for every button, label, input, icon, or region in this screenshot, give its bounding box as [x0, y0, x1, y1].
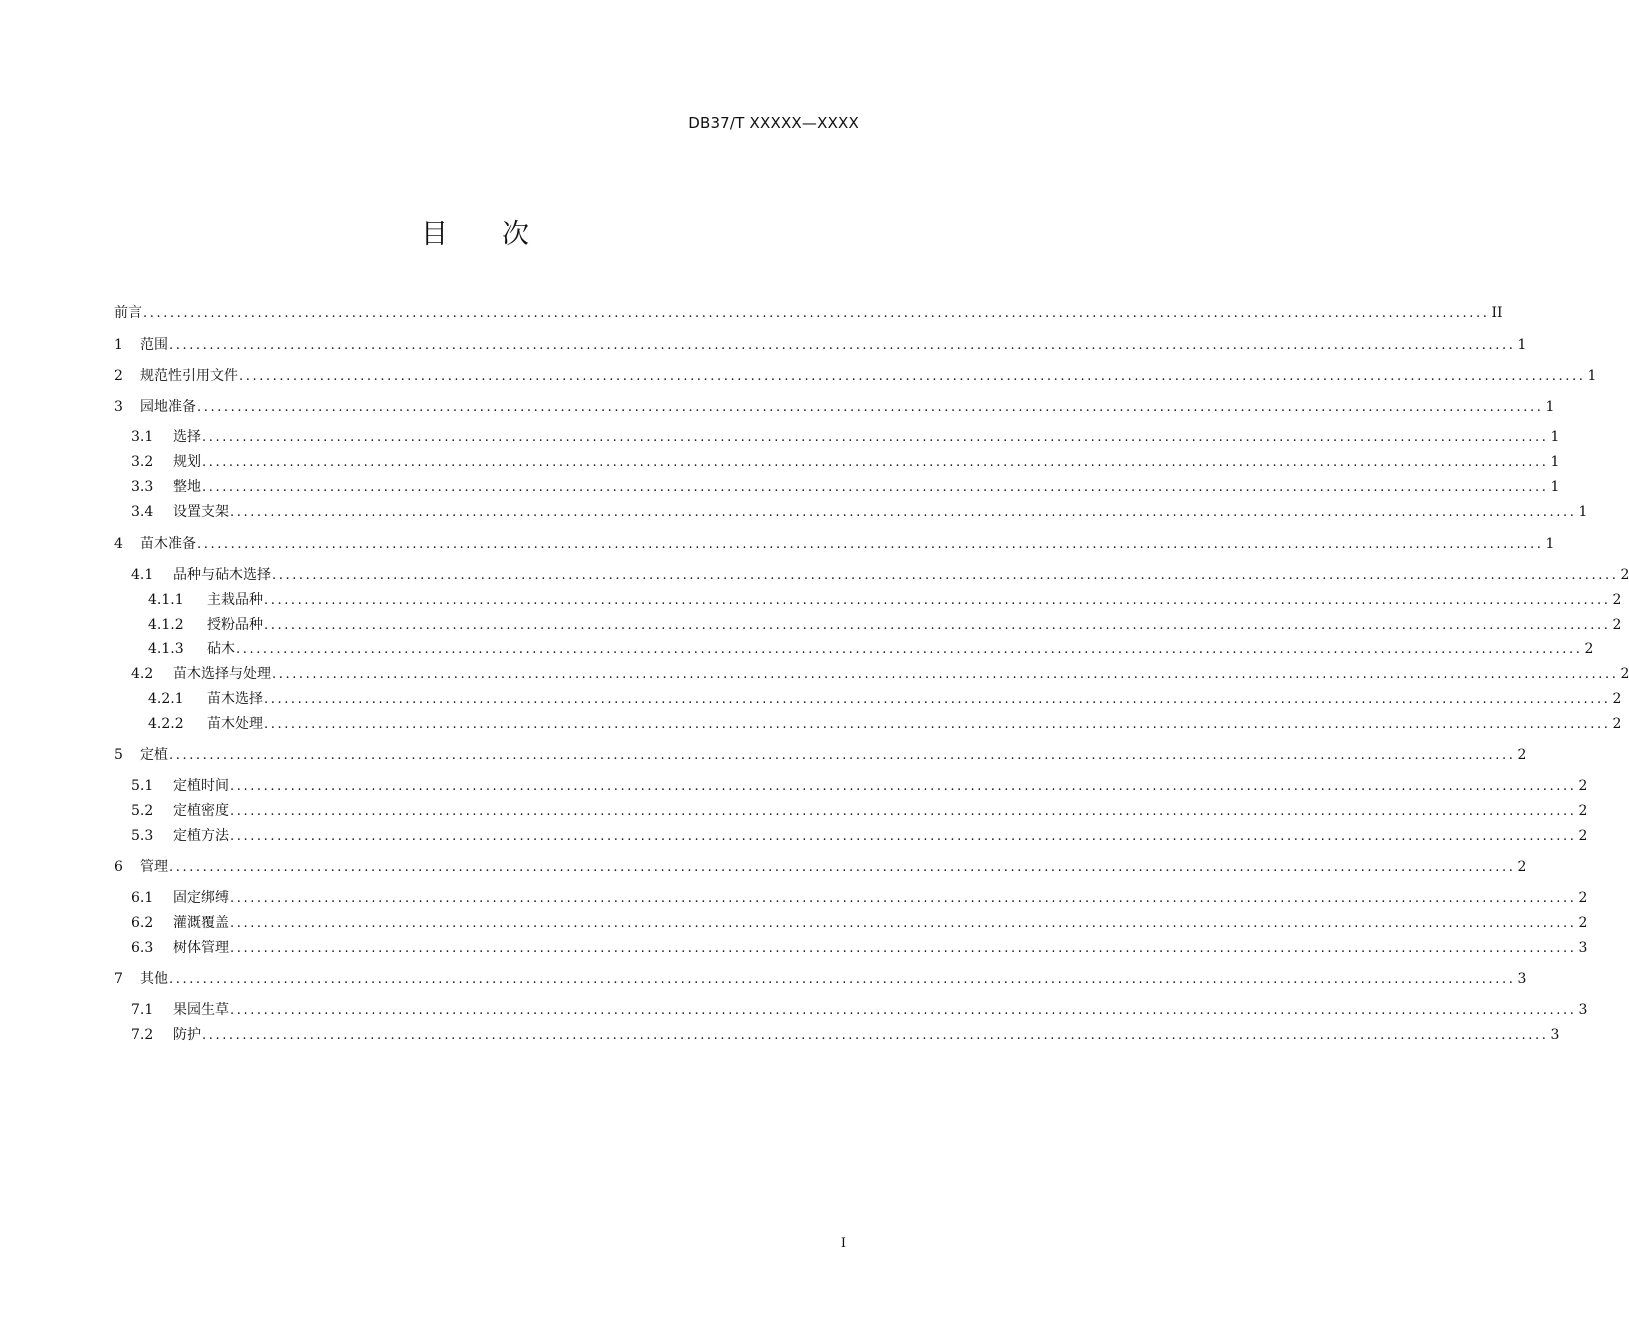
- toc-leader: ........................................................................................................................................................................................................: [230, 804, 1577, 819]
- toc-entry-number: 6: [114, 859, 123, 875]
- toc-leader: ........................................................................................................................................................................................................: [202, 430, 1549, 445]
- toc-title: [0, 212, 950, 251]
- toc-leader: ........................................................................................................................................................................................................: [197, 537, 1544, 552]
- toc-entry-label: 其他: [140, 971, 168, 987]
- toc-entry-page: 1: [1545, 399, 1555, 415]
- document-code: DB37/T XXXXX—XXXX: [688, 114, 859, 132]
- toc-entry-page: 1: [1578, 504, 1588, 520]
- toc-entry-page: 2: [1620, 666, 1629, 682]
- toc-entry-7-1[interactable]: [131, 999, 1588, 1021]
- toc-entry-4-2[interactable]: [131, 663, 1629, 685]
- toc-entry-label: 选择: [173, 429, 201, 445]
- toc-entry-5-1[interactable]: [131, 775, 1588, 797]
- toc-entry-label: 定植密度: [173, 803, 229, 819]
- toc-entry-number: 4.1.1: [148, 592, 184, 608]
- toc-entry-page: 2: [1517, 859, 1527, 875]
- toc-entry-number: 3.1: [131, 429, 154, 445]
- toc-entry-number: 3.4: [131, 504, 154, 520]
- toc-entry-number: 2: [114, 368, 123, 384]
- toc-entry-number: 4.2.2: [148, 716, 184, 732]
- toc-leader: ........................................................................................................................................................................................................: [230, 829, 1577, 844]
- toc-entry-page: 3: [1550, 1027, 1560, 1043]
- toc-entry-4-1-1[interactable]: [148, 589, 1622, 611]
- toc-entry-number: 3: [114, 399, 123, 415]
- toc-leader: ........................................................................................................................................................................................................: [230, 1003, 1577, 1018]
- toc-entry-label: 规划: [173, 454, 201, 470]
- toc-entry-label: 固定绑缚: [173, 890, 229, 906]
- toc-entry-number: 6.1: [131, 890, 154, 906]
- toc-entry-number: 5.1: [131, 778, 154, 794]
- toc-entry-page: 2: [1578, 915, 1588, 931]
- toc-entry-number: 4.2.1: [148, 691, 184, 707]
- toc-entry-6-2[interactable]: [131, 912, 1588, 934]
- toc-entry-label: 苗木选择与处理: [173, 666, 271, 682]
- toc-entry-3-4[interactable]: [131, 501, 1588, 523]
- toc-leader: ........................................................................................................................................................................................................: [230, 891, 1577, 906]
- toc-entry-label: 砧木: [207, 641, 235, 657]
- toc-title-left: 目: [421, 219, 448, 250]
- toc-leader: ........................................................................................................................................................................................................: [230, 941, 1577, 956]
- toc-entry-page: 2: [1578, 828, 1588, 844]
- toc-entry-page: 2: [1578, 890, 1588, 906]
- toc-entry-4-2-2[interactable]: [148, 713, 1622, 735]
- toc-leader: ........................................................................................................................................................................................................: [230, 916, 1577, 931]
- toc-entry-number: 4.1.3: [148, 641, 184, 657]
- toc-entry-number: 7.1: [131, 1002, 154, 1018]
- toc-leader: ........................................................................................................................................................................................................: [169, 748, 1516, 763]
- toc-entry-6-3[interactable]: [131, 937, 1588, 959]
- toc-entry-page: 2: [1612, 691, 1622, 707]
- toc-entry-label: 主栽品种: [207, 592, 263, 608]
- toc-entry-label: 树体管理: [173, 940, 229, 956]
- toc-leader: ........................................................................................................................................................................................................: [264, 692, 1611, 707]
- toc-entry-label: 前言: [114, 305, 142, 321]
- toc-entry-page: 1: [1517, 337, 1527, 353]
- toc-entry-label: 授粉品种: [207, 617, 263, 633]
- toc-leader: ........................................................................................................................................................................................................: [197, 400, 1544, 415]
- toc-entry-number: 5.3: [131, 828, 154, 844]
- toc-entry-page: 1: [1550, 429, 1560, 445]
- toc-leader: ........................................................................................................................................................................................................: [169, 972, 1516, 987]
- toc-entry-label: 苗木准备: [140, 536, 196, 552]
- toc-entry-2[interactable]: [114, 365, 1597, 387]
- toc-entry-3[interactable]: [114, 396, 1555, 418]
- toc-leader: ........................................................................................................................................................................................................: [143, 306, 1490, 321]
- toc-leader: ........................................................................................................................................................................................................: [169, 338, 1516, 353]
- toc-entry-number: 3.3: [131, 479, 154, 495]
- toc-entry-label: 整地: [173, 479, 201, 495]
- toc-entry-7-2[interactable]: [131, 1024, 1560, 1046]
- toc-leader: ........................................................................................................................................................................................................: [202, 455, 1549, 470]
- toc-entry-label: 果园生草: [173, 1002, 229, 1018]
- toc-leader: ........................................................................................................................................................................................................: [236, 642, 1583, 657]
- toc-leader: ........................................................................................................................................................................................................: [264, 618, 1611, 633]
- toc-entry-page: 2: [1584, 641, 1594, 657]
- toc-leader: ........................................................................................................................................................................................................: [230, 779, 1577, 794]
- toc-entry-page: 1: [1587, 368, 1597, 384]
- toc-entry-number: 4.1.2: [148, 617, 184, 633]
- toc-title-right: 次: [502, 219, 529, 250]
- toc-entry-4-1-2[interactable]: [148, 614, 1622, 636]
- toc-entry-3-3[interactable]: [131, 476, 1560, 498]
- toc-entry-foreword[interactable]: [114, 302, 1503, 324]
- toc-leader: ........................................................................................................................................................................................................: [169, 860, 1516, 875]
- toc-entry-page: 1: [1550, 454, 1560, 470]
- toc-entry-number: 3.2: [131, 454, 154, 470]
- toc-leader: ........................................................................................................................................................................................................: [272, 568, 1619, 583]
- toc-entry-page: II: [1491, 305, 1503, 321]
- toc-entry-page: 3: [1578, 1002, 1588, 1018]
- toc-entry-page: 1: [1545, 536, 1555, 552]
- toc-entry-1[interactable]: [114, 334, 1527, 356]
- toc-leader: ........................................................................................................................................................................................................: [264, 593, 1611, 608]
- toc-entry-number: 7: [114, 971, 123, 987]
- toc-entry-page: 2: [1517, 747, 1527, 763]
- toc-leader: ........................................................................................................................................................................................................: [272, 667, 1619, 682]
- toc-entry-4-1-3[interactable]: [148, 638, 1594, 660]
- toc-entry-number: 4.2: [131, 666, 154, 682]
- toc-leader: ........................................................................................................................................................................................................: [202, 480, 1549, 495]
- toc-entry-number: 6.2: [131, 915, 154, 931]
- toc-leader: ........................................................................................................................................................................................................: [239, 369, 1586, 384]
- toc-entry-label: 规范性引用文件: [140, 368, 238, 384]
- toc-entry-label: 定植方法: [173, 828, 229, 844]
- toc-entry-page: 2: [1578, 778, 1588, 794]
- toc-entry-page: 3: [1517, 971, 1527, 987]
- toc-entry-6[interactable]: [114, 856, 1527, 878]
- toc-entry-5-2[interactable]: [131, 800, 1588, 822]
- toc-entry-page: 2: [1612, 592, 1622, 608]
- toc-entry-7[interactable]: [114, 968, 1527, 990]
- toc-entry-page: 3: [1578, 940, 1588, 956]
- toc-entry-label: 定植: [140, 747, 168, 763]
- toc-entry-number: 4.1: [131, 567, 154, 583]
- toc-entry-page: 2: [1612, 617, 1622, 633]
- toc-entry-label: 防护: [173, 1027, 201, 1043]
- toc-entry-6-1[interactable]: [131, 887, 1588, 909]
- toc-entry-number: 4: [114, 536, 123, 552]
- toc-entry-page: 2: [1620, 567, 1629, 583]
- toc-entry-5-3[interactable]: [131, 825, 1588, 847]
- toc-entry-label: 范围: [140, 337, 168, 353]
- toc-entry-5[interactable]: [114, 744, 1527, 766]
- toc-entry-label: 苗木处理: [207, 716, 263, 732]
- toc-entry-number: 7.2: [131, 1027, 154, 1043]
- toc-entry-label: 设置支架: [173, 504, 229, 520]
- toc-entry-page: 2: [1612, 716, 1622, 732]
- toc-entry-label: 定植时间: [173, 778, 229, 794]
- toc-entry-number: 5.2: [131, 803, 154, 819]
- toc-entry-label: 苗木选择: [207, 691, 263, 707]
- toc-entry-number: 1: [114, 337, 123, 353]
- toc-entry-label: 灌溉覆盖: [173, 915, 229, 931]
- toc-leader: ........................................................................................................................................................................................................: [230, 505, 1577, 520]
- toc-entry-page: 2: [1578, 803, 1588, 819]
- toc-entry-label: 品种与砧木选择: [173, 567, 271, 583]
- toc-entry-label: 管理: [140, 859, 168, 875]
- footer-page-number: I: [840, 1236, 846, 1251]
- toc-entry-4-1[interactable]: [131, 564, 1629, 586]
- toc-entry-3-1[interactable]: [131, 426, 1560, 448]
- toc-entry-4-2-1[interactable]: [148, 688, 1622, 710]
- toc-leader: ........................................................................................................................................................................................................: [202, 1028, 1549, 1043]
- toc-entry-number: 6.3: [131, 940, 154, 956]
- toc-entry-number: 5: [114, 747, 123, 763]
- toc-entry-4[interactable]: [114, 533, 1555, 555]
- toc-leader: ........................................................................................................................................................................................................: [264, 717, 1611, 732]
- toc-entry-3-2[interactable]: [131, 451, 1560, 473]
- toc-entry-label: 园地准备: [140, 399, 196, 415]
- toc-entry-page: 1: [1550, 479, 1560, 495]
